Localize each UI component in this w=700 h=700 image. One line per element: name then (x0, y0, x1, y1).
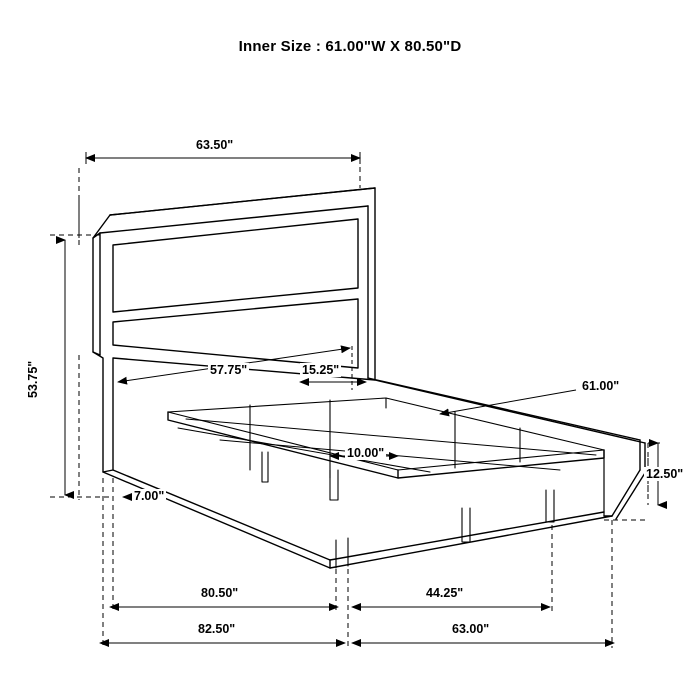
bed-outline (93, 188, 645, 568)
dim-footboard-height: 12.50" (646, 467, 684, 481)
dim-headboard-panel-width: 57.75" (210, 363, 248, 377)
dim-mattress-width: 61.00" (582, 379, 620, 393)
dim-rail-height: 7.00" (134, 489, 165, 503)
dim-overall-width: 63.00" (452, 622, 490, 636)
dim-mattress-depth: 80.50" (201, 586, 239, 600)
dim-overall-height: 53.75" (26, 360, 40, 398)
dim-headboard-panel-height: 15.25" (302, 363, 340, 377)
dim-overall-depth: 82.50" (198, 622, 236, 636)
dim-slat-height: 10.00" (347, 446, 385, 460)
dim-side-depth: 44.25" (426, 586, 464, 600)
dim-headboard-width: 63.50" (196, 138, 234, 152)
page-title: Inner Size : 61.00"W X 80.50"D (238, 38, 462, 55)
